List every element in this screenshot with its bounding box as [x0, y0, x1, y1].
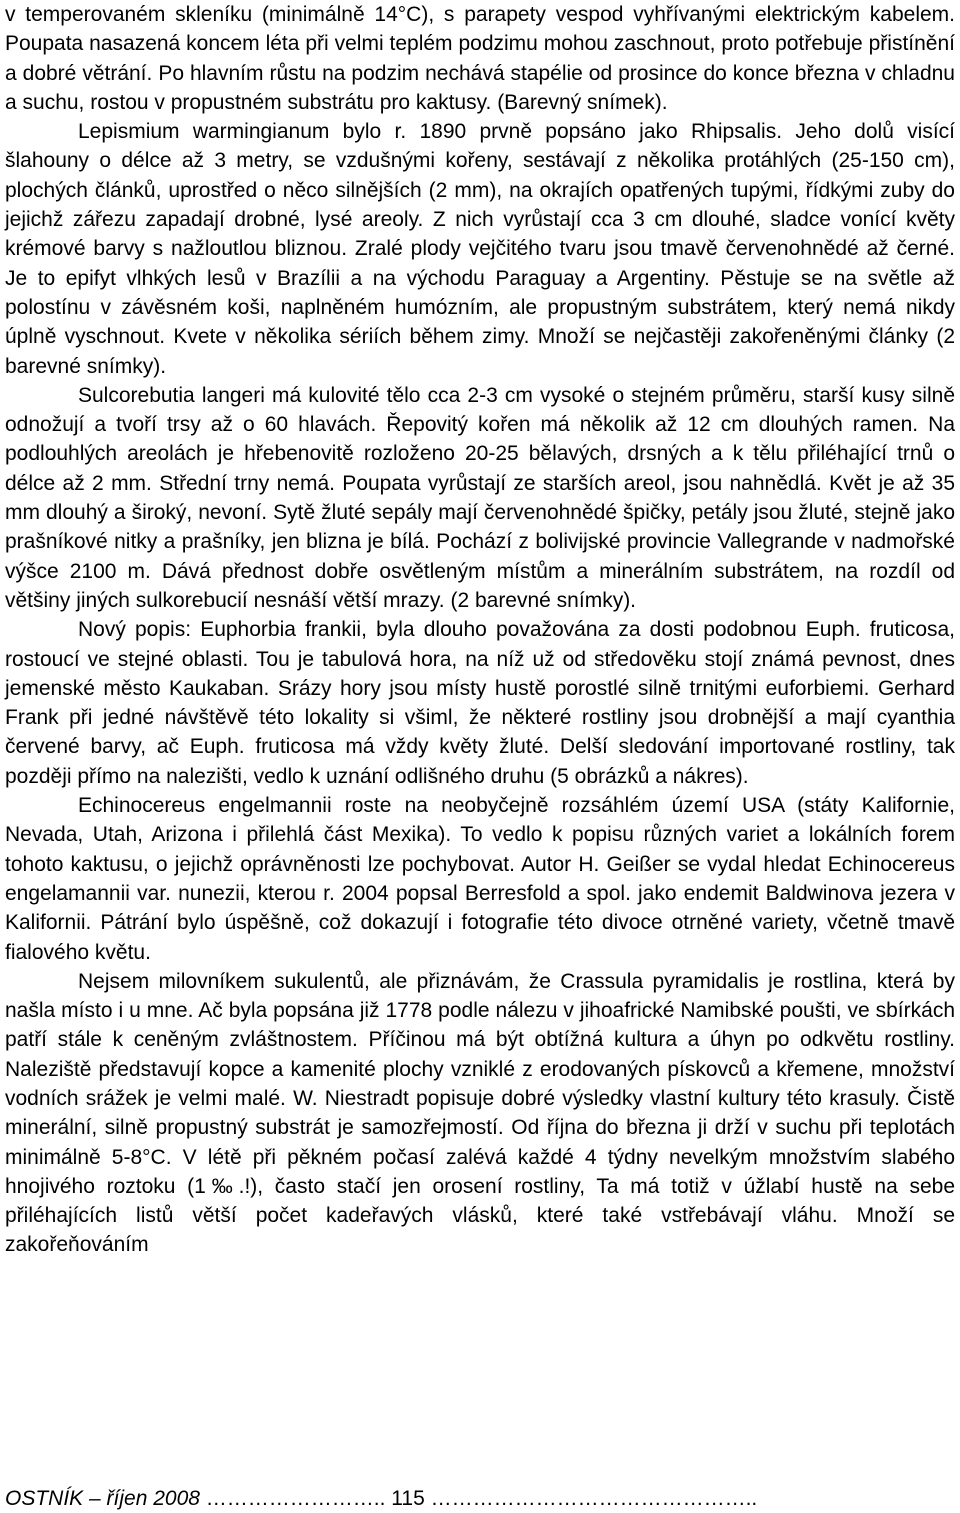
text-run: Nejsem milovníkem sukulentů, ale přiznávám, že [78, 969, 561, 993]
paragraph-p1 [5, 0, 955, 117]
species-name: Euphorbia frankii, [200, 618, 367, 642]
italic-text: Euph. fruticosa [189, 735, 335, 759]
text-run: rostoucí ve stejné oblasti. Tou je tabulová hora, na níž už od středověku stojí známá pevnost, dnes jemenské město Kaukaban. Srázy hory jsou místy hustě porostlé silně trnitými euforbiemi. Gerhard Frank při jedné návštěvě této lokality si všiml, že některé rostliny jsou drobnější a mají cyanthia červené barvy, ač [5, 647, 955, 759]
species-name: Crassula pyramidalis [560, 969, 759, 993]
text-run: . Jeho dolů visící šlahouny o délce až 3 metry, se vzdušnými kořeny, sestávají z několika protáhlých (25-150 cm), plochých článků, uprostřed o něco silnějších (2 mm), na okrajích opatřených tupými, řídkými zuby do jejichž zářezu zapadají drobné, lysé areoly. Z nich vyrůstají cca 3 cm dlouhé, sladce vonící květy krémové barvy s nažloutlou bliznou. Zralé plody vejčitého tvaru jsou tmavě červenohnědé až černé. Je to epifyt vlhkých lesů v Brazílii a na východu Paraguay a Argentiny. Pěstuje se na světle až polostínu v závěsném koši, naplněném humózním, ale propustným substrátem, který nemá nikdy úplně vyschnout. Kvete v několika sériích během zimy. Množí se nejčastěji zakořeněnými články (2 barevné snímky). [5, 120, 955, 378]
text-run: má kulovité tělo cca 2-3 cm vysoké o stejném průměru, starší kusy silně odnožují a tvoří trsy až o 60 hlavách. Řepovitý kořen má několik až 12 cm dlouhých ramen. Na podlouhlých areolách je hřebenovitě rozloženo 20-25 bělavých, drsných a k tělu přiléhající trnů o délce až 2 mm. Střední trny nemá. Poupata vyrůstají ze starších areol, jsou nahnědlá. Květ je až 35 mm dlouhý a široký, nevoní. Sytě žluté sepály mají červenohnědé špičky, petály jsou žluté, stejně jako prašníkové nitky a prašníky, jen blizna je bílá. Pochází z bolivijské provincie Vallegrande v nadmořské výšce 2100 m. Dává přednost dobře osvětleným místům a minerálním substrátem, na rozdíl od většiny jiných sulkorebucií nesnáší větší mrazy. (2 barevné snímky). [5, 383, 955, 612]
paragraph-p4 [5, 615, 955, 791]
page-footer [5, 1484, 955, 1513]
italic-text: Euph. fruticosa, [805, 618, 956, 642]
footer-magazine-title: OSTNÍK – říjen 2008 [5, 1487, 200, 1510]
text-run: , kterou r. 2004 popsal Berresfold a spol. jako endemit Baldwinova jezera v Kalifornii. Pátrání bylo úspěšně, což dokazují i fotografie této divoce otrněné variety, včetně tmavě fialového květu. [5, 881, 955, 964]
italic-text: Rhipsalis [691, 120, 777, 144]
text-run: má vždy květy žluté. Delší sledování importované rostliny, tak později přímo na nalezišti, vedlo k uznání odlišného druhu (5 obrázků a nákres). [5, 735, 955, 788]
species-name: Echinocereus engelamannii [5, 852, 955, 905]
footer-leader-before: …………………….. [199, 1487, 392, 1510]
species-name: Sulcorebutia langeri [78, 383, 265, 407]
paragraph-p5 [5, 791, 955, 967]
species-name: var. nunezii [129, 881, 245, 905]
species-name: Echinocereus engelmannii [78, 794, 332, 818]
text-run: roste na neobyčejně rozsáhlém území USA (státy Kalifornie, Nevada, Utah, Arizona i přilehlá část Mexika). To vedlo k popisu různých variet a lokálních forem tohoto kaktusu, o jejichž oprávněnosti lze pochybovat. Autor H. Geißer se vydal hledat [5, 794, 955, 876]
document-page [5, 0, 955, 1260]
text-run: byla dlouho považována za dosti podobnou [366, 618, 806, 642]
paragraph-p6 [5, 967, 955, 1260]
article-body [5, 0, 955, 1260]
species-name: Lepismium warmingianum [78, 120, 330, 144]
text-run: je rostlina, která by našla místo i u mne. Ač byla popsána již 1778 podle nálezu v jihoafrické Namibské poušti, ve sbírkách patří stále k ceněným zvláštnostem. Příčinou má být obtížná kultura a úhyn po odkvětu rostliny. Naleziště představují kopce a kamenité plochy vzniklé z erodovaných pískovců a křemene, množství vodních srážek je velmi malé. W. Niestradt popisuje dobré výsledky vlastní kultury této krasuly. Čistě minerální, silně propustný substrát je samozřejmostí. Od října do března ji drží v suchu při teplotách minimálně 5-8°C. V létě při pěkném počasí zalévá každé 4 týdny nevelkým množstvím slabého hnojivého roztoku (1‰.!), často stačí jen orosení rostliny, Ta má totiž v úžlabí hustě na sebe přiléhajících listů větší počet kadeřavých vlásků, které také vstřebávají vláhu. Množí se zakořeňováním [5, 969, 955, 1257]
footer-page-number: 115 [391, 1487, 425, 1510]
paragraph-p3 [5, 381, 955, 615]
text-run: bylo r. 1890 prvně popsáno jako [329, 120, 691, 144]
paragraph-p2 [5, 117, 955, 381]
text-run: v temperovaném skleníku (minimálně 14°C), s parapety vespod vyhřívanými elektrickým kabelem. Poupata nasazená koncem léta při velmi teplém podzimu mohou zaschnout, proto potřebuje přistínění a dobré větrání. Po hlavním růstu na podzim nechává stapélie od prosince do konce března v chladnu a suchu, rostou v propustném substrátu pro kaktusy. (Barevný snímek). [5, 3, 955, 114]
footer-leader-after: ……………………………………….. [424, 1487, 758, 1510]
text-run: Nový popis: [78, 618, 201, 642]
